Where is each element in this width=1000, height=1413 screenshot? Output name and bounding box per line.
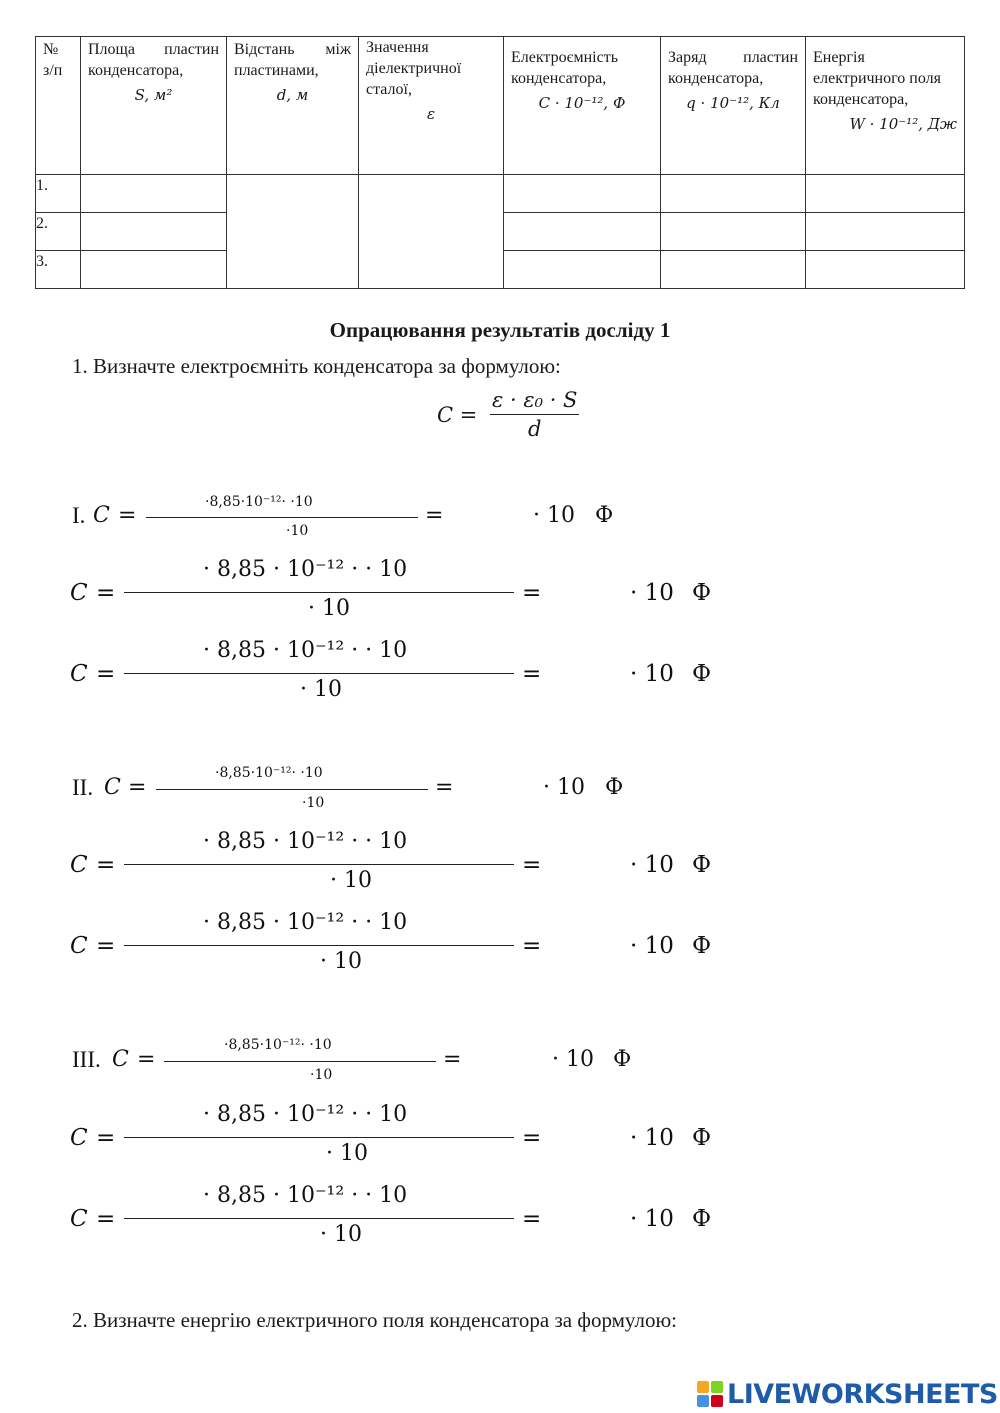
result-multiplier: · 10 bbox=[630, 580, 674, 606]
fraction-line bbox=[124, 673, 514, 674]
c-symbol: C bbox=[70, 852, 88, 878]
equals-sign: = bbox=[96, 933, 116, 959]
row-number: 1. bbox=[36, 175, 81, 213]
fraction-line bbox=[146, 517, 418, 518]
table-header-row bbox=[36, 37, 965, 175]
area-cell[interactable] bbox=[81, 213, 227, 251]
area-cell[interactable] bbox=[81, 175, 227, 213]
formula-denominator: d bbox=[528, 417, 542, 441]
result-multiplier: · 10 bbox=[543, 775, 585, 800]
fraction-denominator: · 10 bbox=[330, 868, 372, 893]
fraction-denominator: · 10 bbox=[300, 677, 342, 702]
energy-cell[interactable] bbox=[806, 175, 965, 213]
unit-farad: Ф bbox=[692, 661, 712, 687]
fraction-line bbox=[124, 1137, 514, 1138]
unit-farad: Ф bbox=[595, 503, 614, 528]
area-cell[interactable] bbox=[81, 251, 227, 289]
charge-cell[interactable] bbox=[661, 213, 806, 251]
unit-farad: Ф bbox=[692, 852, 712, 878]
fraction-numerator: · 8,85 · 10⁻¹² · · 10 bbox=[203, 638, 408, 663]
task-2: 2. Визначте енергію електричного поля конденсатора за формулою: bbox=[72, 1308, 678, 1332]
fraction-line bbox=[124, 1218, 514, 1219]
logo-square bbox=[697, 1381, 709, 1393]
equals-sign: = bbox=[522, 1206, 542, 1232]
unit-farad: Ф bbox=[692, 1125, 712, 1151]
equals-sign: = bbox=[96, 580, 116, 606]
formula-numerator: ε · ε₀ · S bbox=[490, 388, 579, 415]
fraction-numerator: ·8,85·10⁻¹²· ·10 bbox=[215, 765, 323, 781]
result-multiplier: · 10 bbox=[630, 1206, 674, 1232]
fraction-line bbox=[124, 945, 514, 946]
header-capacitance: Електроємність конденсатора, C · 10⁻¹², Ф bbox=[504, 37, 661, 175]
charge-cell[interactable] bbox=[661, 175, 806, 213]
logo-text: LIVEWORKSHEETS bbox=[727, 1378, 998, 1410]
dielectric-cell[interactable] bbox=[359, 175, 504, 289]
c-symbol: C bbox=[70, 661, 88, 687]
formula-lhs: C = bbox=[437, 402, 478, 427]
fraction-numerator: · 8,85 · 10⁻¹² · · 10 bbox=[203, 1102, 408, 1127]
header-number: № з/п bbox=[36, 37, 81, 175]
result-multiplier: · 10 bbox=[533, 503, 575, 528]
fraction-denominator: · 10 bbox=[320, 949, 362, 974]
unit-farad: Ф bbox=[613, 1047, 632, 1072]
capacitance-cell[interactable] bbox=[504, 175, 661, 213]
c-symbol: C bbox=[93, 503, 110, 528]
fraction-numerator: ·8,85·10⁻¹²· ·10 bbox=[205, 494, 313, 510]
header-area: Площа пластин конденсатора, S, м² bbox=[81, 37, 227, 175]
charge-cell[interactable] bbox=[661, 251, 806, 289]
capacitance-cell[interactable] bbox=[504, 251, 661, 289]
row-number: 3. bbox=[36, 251, 81, 289]
task-1: 1. Визначте електроємніть конденсатора за формулою: bbox=[72, 354, 561, 378]
capacitance-cell[interactable] bbox=[504, 213, 661, 251]
c-symbol: C bbox=[70, 1125, 88, 1151]
result-multiplier: · 10 bbox=[630, 661, 674, 687]
logo-square bbox=[697, 1395, 709, 1407]
equals-sign: = bbox=[425, 503, 444, 528]
fraction-numerator: · 8,85 · 10⁻¹² · · 10 bbox=[203, 1183, 408, 1208]
equals-sign: = bbox=[96, 661, 116, 687]
equals-sign: = bbox=[522, 661, 542, 687]
equals-sign: = bbox=[522, 852, 542, 878]
fraction-denominator: · 10 bbox=[326, 1141, 368, 1166]
fraction-denominator: ·10 bbox=[310, 1067, 333, 1083]
equals-sign: = bbox=[522, 933, 542, 959]
table-row bbox=[36, 175, 965, 213]
fraction-denominator: · 10 bbox=[308, 596, 350, 621]
capacitance-formula bbox=[437, 388, 579, 441]
unit-farad: Ф bbox=[692, 1206, 712, 1232]
equals-sign: = bbox=[435, 775, 454, 800]
equals-sign: = bbox=[128, 775, 147, 800]
result-multiplier: · 10 bbox=[630, 933, 674, 959]
c-symbol: C bbox=[70, 933, 88, 959]
header-charge: Заряд пластин конденсатора, q · 10⁻¹², Кл bbox=[661, 37, 806, 175]
fraction-line bbox=[156, 789, 428, 790]
equals-sign: = bbox=[443, 1047, 462, 1072]
fraction-numerator: · 8,85 · 10⁻¹² · · 10 bbox=[203, 829, 408, 854]
equals-sign: = bbox=[96, 1125, 116, 1151]
energy-cell[interactable] bbox=[806, 213, 965, 251]
logo-square bbox=[711, 1395, 723, 1407]
equals-sign: = bbox=[96, 1206, 116, 1232]
group-label: I. bbox=[72, 503, 86, 528]
fraction-numerator: ·8,85·10⁻¹²· ·10 bbox=[224, 1037, 332, 1053]
c-symbol: C bbox=[112, 1047, 129, 1072]
equals-sign: = bbox=[522, 1125, 542, 1151]
fraction-denominator: ·10 bbox=[286, 523, 309, 539]
logo-icon bbox=[697, 1381, 723, 1407]
group-label: III. bbox=[72, 1047, 101, 1072]
section-title: Опрацювання результатів досліду 1 bbox=[329, 318, 671, 342]
distance-cell[interactable] bbox=[227, 175, 359, 289]
c-symbol: C bbox=[70, 1206, 88, 1232]
result-multiplier: · 10 bbox=[630, 1125, 674, 1151]
energy-cell[interactable] bbox=[806, 251, 965, 289]
fraction-numerator: · 8,85 · 10⁻¹² · · 10 bbox=[203, 910, 408, 935]
group-label: II. bbox=[72, 775, 94, 800]
unit-farad: Ф bbox=[605, 775, 624, 800]
row-number: 2. bbox=[36, 213, 81, 251]
fraction-line bbox=[124, 864, 514, 865]
result-multiplier: · 10 bbox=[630, 852, 674, 878]
header-distance: Відстань між пластинами, d, м bbox=[227, 37, 359, 175]
fraction-denominator: ·10 bbox=[302, 795, 325, 811]
result-multiplier: · 10 bbox=[552, 1047, 594, 1072]
equals-sign: = bbox=[137, 1047, 156, 1072]
equals-sign: = bbox=[96, 852, 116, 878]
results-table bbox=[35, 36, 965, 289]
header-dielectric: Значення діелектричної сталої, ε bbox=[359, 37, 504, 175]
fraction-denominator: · 10 bbox=[320, 1222, 362, 1247]
equals-sign: = bbox=[118, 503, 137, 528]
c-symbol: C bbox=[104, 775, 121, 800]
unit-farad: Ф bbox=[692, 933, 712, 959]
unit-farad: Ф bbox=[692, 580, 712, 606]
logo-square bbox=[711, 1381, 723, 1393]
fraction-line bbox=[124, 592, 514, 593]
fraction-numerator: · 8,85 · 10⁻¹² · · 10 bbox=[203, 557, 408, 582]
liveworksheets-logo bbox=[697, 1377, 998, 1411]
fraction-line bbox=[164, 1061, 436, 1062]
equals-sign: = bbox=[522, 580, 542, 606]
c-symbol: C bbox=[70, 580, 88, 606]
header-energy: Енергія електричного поля конденсатора, W · 10⁻¹², Дж bbox=[806, 37, 965, 175]
